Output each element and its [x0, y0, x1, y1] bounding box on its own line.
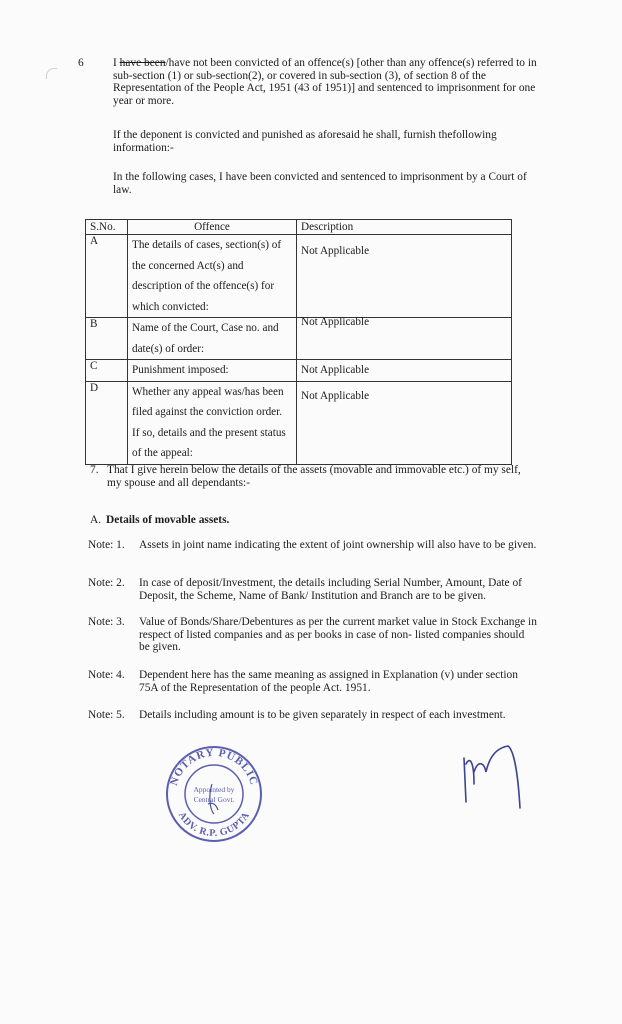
note-text: In case of deposit/Investment, the details including Serial Number, Amount, Date of Deposit, the Scheme, Name of Bank/ Institution and Branch are to be given.: [139, 577, 522, 602]
note-text: Value of Bonds/Share/Debentures as per the current market value in Stock Exchange in respect of listed companies and as per books in case of non- listed companies should be given.: [139, 616, 537, 653]
seal-inner-line1: Appointed by: [193, 785, 235, 794]
table-header-row: [86, 220, 512, 235]
row-sno: D: [86, 381, 128, 464]
item6-text: [113, 57, 541, 107]
table-row: [86, 235, 512, 318]
seal-bottom-text: ADV. R.P. GUPTA: [175, 810, 253, 840]
signature: [456, 744, 536, 814]
note-label: Note: 1.: [88, 539, 125, 551]
header-description: Description: [297, 220, 512, 235]
section-a-title: Details of movable assets.: [106, 514, 230, 526]
row-offence: Punishment imposed:: [128, 360, 297, 382]
header-sno: S.No.: [86, 220, 128, 235]
header-offence: Offence: [128, 220, 297, 235]
item6-para3: In the following cases, I have been convicted and sentenced to imprisonment by a Court of law.: [113, 171, 527, 196]
item6-number: 6: [78, 57, 84, 69]
note-label: Note: 4.: [88, 669, 125, 681]
table-row: [86, 360, 512, 382]
item7-text: That I give herein below the details of the assets (movable and immovable etc.) of my self, my spouse and all dependants:-: [107, 464, 521, 489]
item6-rest: /have not been convicted of an offence(s) [other than any offence(s) referred to in sub-section (1) or sub-section(2), or covered in sub-section (3), of section 8 of the Representation of the People Act, 1951 (43 of 1951)] and sentenced to imprisonment for one year or more.: [113, 57, 537, 107]
seal-inner-line2: Central Govt.: [193, 795, 235, 804]
table-row: [86, 381, 512, 464]
row-sno: C: [86, 360, 128, 382]
row-offence: Name of the Court, Case no. and date(s) of order:: [128, 318, 297, 360]
scan-mark: [46, 68, 57, 79]
seal-top-text: NOTARY PUBLIC: [168, 746, 260, 788]
conviction-table: [85, 219, 512, 465]
item6-para2: If the deponent is convicted and punished as aforesaid he shall, furnish thefollowing information:-: [113, 129, 497, 154]
row-offence: Whether any appeal was/has been filed against the conviction order. If so, details and the present status of the appeal:: [128, 381, 297, 464]
row-description: [297, 318, 512, 360]
svg-text:NOTARY PUBLIC: [168, 747, 260, 787]
note-text: Details including amount is to be given separately in respect of each investment.: [139, 709, 506, 721]
row-sno: B: [86, 318, 128, 360]
item7-number: 7.: [90, 464, 99, 476]
notary-seal: [164, 744, 264, 844]
row-description-text: Not Applicable: [301, 316, 370, 328]
item6-struck-text: have been: [119, 57, 166, 69]
note-label: Note: 2.: [88, 577, 125, 589]
row-offence: The details of cases, section(s) of the concerned Act(s) and description of the offence(s) for which convicted:: [128, 235, 297, 318]
item6-prefix: I: [113, 57, 120, 69]
note-text: Dependent here has the same meaning as assigned in Explanation (v) under section 75A of the Representation of the people Act. 1951.: [139, 669, 518, 694]
section-a-label: A.: [90, 514, 102, 526]
row-description: Not Applicable: [297, 381, 512, 464]
row-description: Not Applicable: [297, 235, 512, 318]
row-sno: A: [86, 235, 128, 318]
svg-text:ADV. R.P. GUPTA: [176, 810, 252, 839]
table-row: [86, 318, 512, 360]
note-label: Note: 3.: [88, 616, 125, 628]
row-description: Not Applicable: [297, 360, 512, 382]
note-text: Assets in joint name indicating the extent of joint ownership will also have to be given.: [139, 539, 537, 551]
note-label: Note: 5.: [88, 709, 125, 721]
